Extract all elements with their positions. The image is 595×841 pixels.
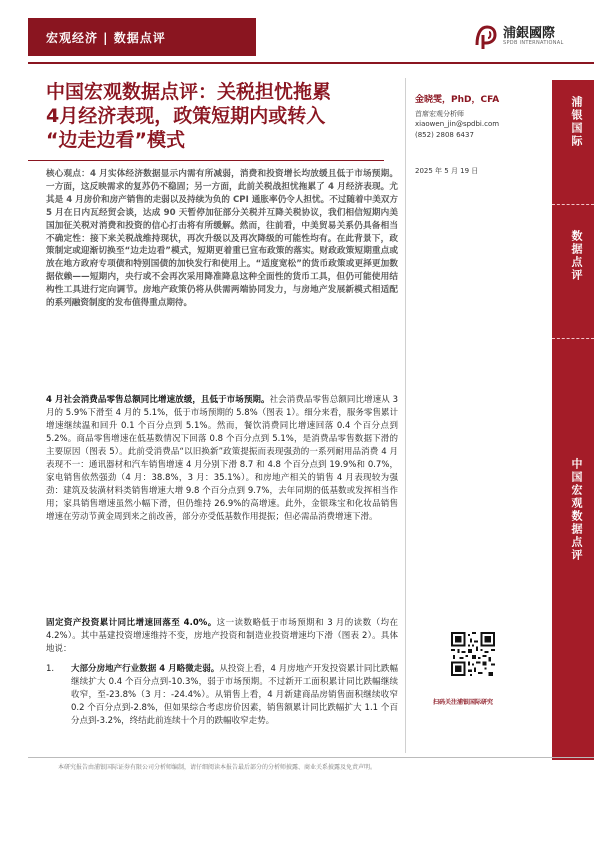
list-content xyxy=(71,663,398,728)
spdb-logo-icon xyxy=(473,23,499,49)
title-line: 4月经济表现，政策短期内或转入 xyxy=(46,105,326,127)
author-email[interactable]: xiaowen_jin@spdbi.com xyxy=(415,120,500,128)
disclaimer-footer: 本研究报告由浦银国际证券有限公司分析师编制，请仔细阅读本报告最后部分的分析师披露、商业关系披露及免责声明。 xyxy=(58,764,377,771)
author-name: 金晓雯，PhD，CFA xyxy=(415,95,500,105)
list-number: 1. xyxy=(46,664,55,674)
side-type: 数据点评 xyxy=(570,230,583,282)
consumption-lead: 4 月社会消费品零售总额同比增速放缓，且低于市场预期。 xyxy=(46,395,270,405)
investment-text: 这一读数略低于市场预期和 3 月的读数（均在 4.2%）。其中基建投资增速维持不变，房地产投资和制造业投资增速均下滑（图表 2）。具体地说： xyxy=(46,618,398,654)
qr-caption: 扫码关注浦银国际研究 xyxy=(433,699,494,706)
consumption-paragraph xyxy=(46,394,398,524)
list-text: 从投资上看，4 月房地产开发投资累计同比跌幅继续扩大 0.4 个百分点到-10.3%，弱于市场预期。不过新开工面积累计同比跌幅继续收窄，至-23.8%（3 月：-24.4%）。从销售上看，4 月新建商品房销售面积继续收窄 0.2 个百分点到-2.8%，但如果综合考虑房价因素，销售额累计同比跌幅扩大 1.1 个百分点到-3.2%，终结此前连续十个月的跌幅收窄走势。 xyxy=(71,664,398,726)
header-rule xyxy=(28,62,594,64)
title-line: 中国宏观数据点评：关税担忧拖累 xyxy=(46,81,332,103)
side-divider xyxy=(552,338,594,339)
qr-code xyxy=(451,632,495,676)
list-lead: 大部分房地产行业数据 4 月略微走弱。 xyxy=(71,664,220,674)
side-report-series: 中国宏观数据点评 xyxy=(570,458,583,562)
title-rule xyxy=(28,160,384,161)
report-title xyxy=(46,80,396,152)
report-category-banner xyxy=(28,18,256,56)
side-banner xyxy=(552,80,594,760)
side-divider xyxy=(552,204,594,205)
side-brand: 浦银国际 xyxy=(570,96,583,148)
report-date: 2025 年 5 月 19 日 xyxy=(415,167,479,175)
footer-rule xyxy=(28,757,594,758)
author-phone: (852) 2808 6437 xyxy=(415,131,474,139)
investment-paragraph xyxy=(46,617,398,656)
author-role: 首席宏观分析师 xyxy=(415,110,464,118)
consumption-text: 社会消费品零售总额同比增速从 3 月的 5.9%下滑至 4 月的 5.1%，低于市场预期的 5.8%（图表 1）。细分来看，服务零售累计增速继续温和回升 0.1 个百分点到 5.1%。然而，餐饮消费同比增速回落 0.4 个百分点到 5.2%。商品零售增速在低基数情况下回落 0.8 个百分点到 5.1%，是消费品零售数据下滑的主要原因（图表 5）。此前受消费品“以旧换新”政策提振而表现强劲的一系列耐用品消费 4 月表现不一：通讯器材和汽车销售增速 4 月分别下滑 8.7 和 4.8 个百分点到 19.9%和 0.7%，家电销售依然强劲（4 月：38.8%，3 月：35.1%）。和房地产相关的销售 4 月表现较为强劲：建筑及装潢材料类销售增速大增 9.8 个百分点到 9.7%，去年同期的低基数或发挥相当作用；家具销售增速虽然小幅下滑，但仍维持 26.9%的高增速。此外，金银珠宝和化妆品销售增速在劳动节黄金周到来之前改善，部分亦受低基数作用提振；但必需品消费增速下滑。 xyxy=(46,395,398,522)
brand-name: 浦銀國際 xyxy=(503,26,556,41)
brand-logo xyxy=(473,21,573,51)
report-category: 宏观经济 | 数据点评 xyxy=(46,31,166,45)
core-view-paragraph: 核心观点：4 月实体经济数据显示内需有所减弱，消费和投资增长均放缓且低于市场预期。一方面，这反映需求的复苏仍不稳固；另一方面，此前关税战担忧拖累了 4 月经济表现。尤其是 4 月房价和房产销售的走弱以及持续为负的 CPI 通胀率仍令人担忧。不过随着中美双方 5 月在日内瓦经贸会谈，达成 90 天暂停加征部分关税并互降关税协议，我们相信短期内美国加征关税对消费和投资的信心打击将有所缓解。然而，往前看，中美贸易关系仍具备相当不确定性：接下来关税战维持现状，再次升级以及再次降级的可能性均有。在此背景下，政策制定或迎渐切换至“边走边看”模式，短期更着重已宣布政策的落实。财政政策短期重点或放在地方政府专项债和特别国债的加快发行和使用上。“适度宽松”的货币政策或更择更加数据依赖——短期内，央行或不会再次采用降准降息这种全面性的货币工具，但仍可能使用结构性工具进行定向调节。房地产政策仍将从供需两端协同发力，与房地产发展新模式相适配的系列融资制度的发布值得重点期待。 xyxy=(46,169,398,309)
investment-lead: 固定资产投资累计同比增速回落至 4.0%。 xyxy=(46,618,217,628)
column-divider xyxy=(405,78,406,753)
title-line: “边走边看”模式 xyxy=(46,129,185,151)
brand-subtitle: SPDB INTERNATIONAL xyxy=(503,40,564,46)
